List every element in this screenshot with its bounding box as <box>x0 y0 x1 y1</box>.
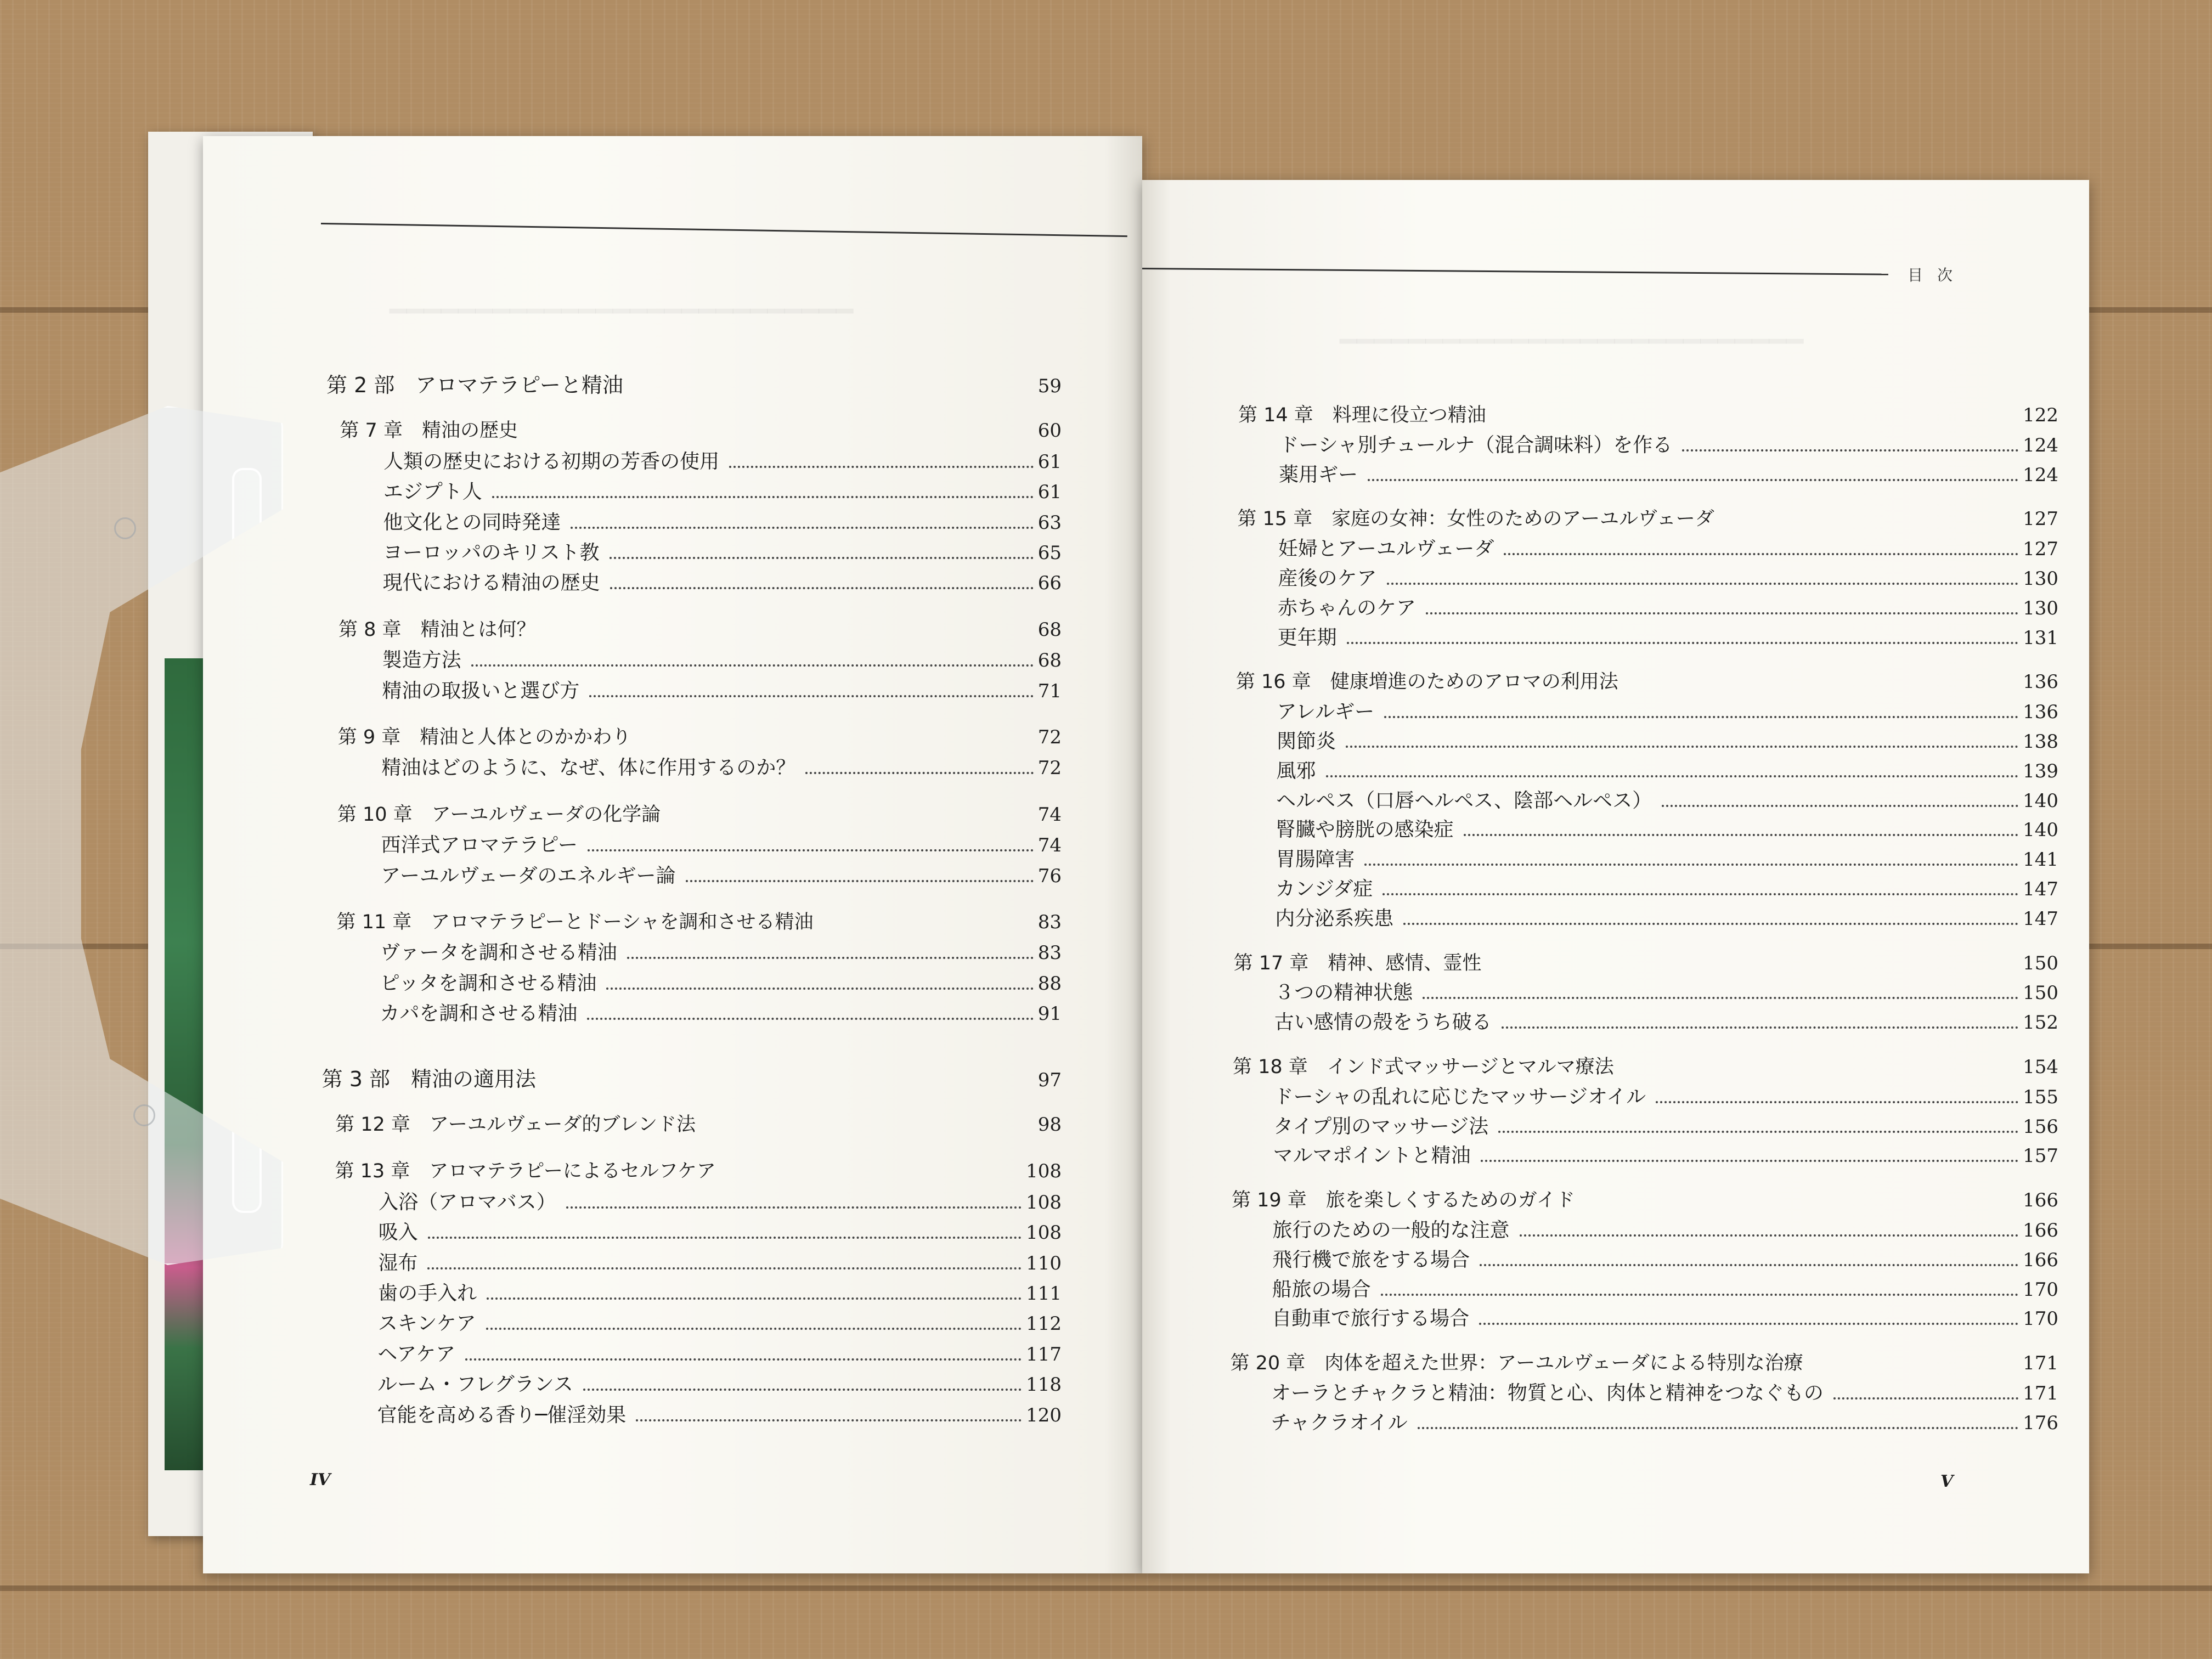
toc-section-title: 製造方法 <box>382 649 461 672</box>
leader-dots <box>1682 449 2018 452</box>
toc-page-number: 130 <box>2023 568 2058 590</box>
leader-dots <box>610 557 1034 559</box>
toc-section-title: 妊婦とアーユルヴェーダ <box>1278 538 1494 561</box>
toc-page-number: 147 <box>2023 878 2058 900</box>
leader-dots <box>1504 553 2018 555</box>
leader-dots <box>1423 997 2018 999</box>
toc-section-row <box>1272 1280 2058 1300</box>
toc-page-number: 110 <box>1026 1252 1062 1274</box>
leader-dots <box>610 587 1034 589</box>
leader-dots <box>571 527 1033 529</box>
toc-section-title: 風邪 <box>1276 759 1316 782</box>
toc-section-row <box>380 1004 1062 1024</box>
toc-section-row <box>383 543 1062 563</box>
leader-dots <box>1381 1294 2018 1296</box>
toc-page-number: 76 <box>1037 865 1062 887</box>
leader-dots <box>428 1237 1022 1239</box>
toc-section-title: マルマポイントと精油 <box>1273 1144 1471 1167</box>
leader-dots <box>1833 1397 2018 1400</box>
toc-section-row <box>1278 539 2058 559</box>
toc-page-number: 171 <box>2023 1383 2058 1404</box>
toc-page-number: 157 <box>2023 1145 2058 1167</box>
leader-dots <box>1502 1026 2018 1029</box>
toc-section-title: 旅行のための一般的な注意 <box>1272 1219 1510 1242</box>
leader-dots <box>583 1389 1022 1391</box>
toc-section-title: ヘルペス（口唇ヘルペス、陰部ヘルペス） <box>1276 789 1652 812</box>
toc-page-number: 166 <box>2023 1189 2058 1212</box>
toc-page-number: 127 <box>2023 508 2058 531</box>
toc-chapter-row <box>1232 1191 2058 1210</box>
toc-chapter-row <box>335 1115 1062 1135</box>
leader-dots <box>627 957 1034 959</box>
toc-chapter-title: 第 15 章 家庭の女神：女性のためのアーユルヴェーダ <box>1237 508 1714 531</box>
toc-section-row <box>381 866 1062 886</box>
toc-section-title: ルーム・フレグランス <box>377 1373 573 1396</box>
toc-page-number: 72 <box>1037 757 1062 780</box>
toc-section-row <box>1279 465 2058 485</box>
toc-section-title: 赤ちゃんのケア <box>1278 596 1417 619</box>
toc-page-number: 127 <box>2023 538 2058 561</box>
toc-chapter-row <box>1234 954 2058 973</box>
toc-section-title: 内分泌系疾患 <box>1275 907 1394 930</box>
toc-page-number: 72 <box>1037 726 1062 748</box>
toc-page-number: 155 <box>2023 1086 2058 1108</box>
toc-section-row <box>377 1342 1062 1365</box>
toc-section-title: 胃腸障害 <box>1276 848 1355 871</box>
toc-chapter-row <box>338 620 1062 640</box>
toc-page-number: 176 <box>2023 1412 2058 1434</box>
leader-dots <box>1418 1427 2018 1429</box>
toc-section-row <box>1276 820 2058 840</box>
toc-page-number: 74 <box>1037 803 1062 826</box>
toc-page-number: 88 <box>1037 972 1062 995</box>
toc-page-number: 59 <box>1037 375 1062 397</box>
toc-section-title: 更年期 <box>1277 626 1337 649</box>
toc-chapter-row <box>337 913 1062 932</box>
toc-part-title: 第 2 部 アロマテラピーと精油 <box>326 373 623 397</box>
leader-dots <box>1662 805 2018 807</box>
toc-page-number: 170 <box>2023 1278 2058 1301</box>
toc-section-row <box>378 1314 1062 1334</box>
toc-page-number: 166 <box>2023 1220 2058 1242</box>
leader-dots <box>427 1267 1022 1269</box>
toc-section-row <box>383 573 1062 593</box>
leader-dots <box>1498 1131 2018 1133</box>
toc-part-row <box>326 375 1062 396</box>
toc-section-title: ヨーロッパのキリスト教 <box>382 541 600 564</box>
toc-page-number: 71 <box>1037 680 1062 702</box>
toc-section-title: 腎臓や膀胱の感染症 <box>1276 819 1454 842</box>
toc-page-number: 130 <box>2023 597 2058 619</box>
toc-section-title: 官能を高める香り─催淫効果 <box>377 1403 627 1426</box>
toc-section-title: ピッタを調和させる精油 <box>380 972 597 995</box>
toc-section-title: 西洋式アロマテラピー <box>381 834 578 857</box>
toc-section-row <box>1278 569 2058 589</box>
leader-dots <box>1464 834 2018 836</box>
toc-part-row <box>321 1066 1062 1091</box>
toc-chapter-title: 第 11 章 アロマテラピーとドーシャを調和させる精油 <box>336 911 814 933</box>
leader-dots <box>1480 1264 2018 1266</box>
leader-dots <box>1481 1160 2018 1162</box>
toc-part-title: 第 3 部 精油の適用法 <box>321 1066 536 1091</box>
leader-dots <box>1383 893 2018 895</box>
toc-page-number: 124 <box>2023 434 2058 456</box>
toc-page-number: 154 <box>2023 1056 2058 1078</box>
toc-section-title: 入浴（アロマバス） <box>379 1190 556 1214</box>
toc-page-number: 147 <box>2023 907 2058 930</box>
toc-page-number: 138 <box>2023 731 2058 753</box>
toc-section-row <box>1276 879 2058 899</box>
floor-plank-seam <box>0 1585 2212 1591</box>
toc-section-row <box>1277 702 2058 722</box>
toc-chapter-row <box>1233 1058 2058 1077</box>
toc-chapter-title: 第 20 章 肉体を超えた世界：アーユルヴェーダによる特別な治療 <box>1230 1352 1803 1375</box>
leader-dots <box>486 1328 1022 1330</box>
toc-section-row <box>1277 761 2058 781</box>
toc-page-number: 171 <box>2023 1352 2058 1375</box>
toc-page-number: 122 <box>2023 404 2058 426</box>
toc-page-number: 108 <box>1026 1222 1062 1244</box>
toc-section-row <box>382 651 1062 670</box>
toc-page-number: 139 <box>2023 760 2058 782</box>
toc-section-title: チャクラオイル <box>1271 1411 1408 1434</box>
toc-chapter-title: 第 16 章 健康増進のためのアロマの利用法 <box>1235 671 1618 693</box>
leader-dots <box>492 496 1034 498</box>
toc-chapter-title: 第 13 章 アロマテラピーによるセルフケア <box>335 1160 716 1183</box>
toc-section-title: ヴァータを調和させる精油 <box>380 941 617 964</box>
leader-dots <box>729 466 1034 468</box>
toc-page-number: 98 <box>1037 1114 1062 1136</box>
leader-dots <box>588 849 1034 851</box>
toc-page-number: 124 <box>2023 464 2058 486</box>
toc-section-title: タイプ別のマッサージ法 <box>1273 1115 1489 1138</box>
toc-section-row <box>1275 909 2058 929</box>
toc-section-row <box>377 1375 1062 1395</box>
toc-section-title: 船旅の場合 <box>1272 1278 1371 1301</box>
leader-dots <box>1364 864 2018 866</box>
toc-section-title: アレルギー <box>1277 701 1375 724</box>
toc-section-title: 現代における精油の歴史 <box>382 572 600 595</box>
toc-chapter-title: 第 10 章 アーユルヴェーダの化学論 <box>337 803 661 826</box>
toc-section-title: ドーシャの乱れに応じたマッサージオイル <box>1273 1085 1646 1108</box>
toc-section-row <box>378 1251 1062 1274</box>
toc-section-row <box>383 482 1062 502</box>
toc-chapter-title: 第 9 章 精油と人体とのかかわり <box>337 726 631 748</box>
toc-section-row <box>380 974 1062 994</box>
toc-section-title: 湿布 <box>378 1251 418 1274</box>
toc-section-title: 古い感情の殻をうち破る <box>1274 1011 1492 1034</box>
toc-section-row <box>1279 433 2058 456</box>
toc-page-number: 74 <box>1037 834 1062 857</box>
toc-section-row <box>1272 1250 2058 1270</box>
toc-page-number: 68 <box>1037 650 1062 672</box>
toc-section-title: エジプト人 <box>383 481 482 504</box>
toc-chapter-row <box>337 805 1062 825</box>
leader-dots <box>587 1018 1033 1020</box>
toc-page-number: 170 <box>2023 1308 2058 1330</box>
toc-section-row <box>1278 628 2058 648</box>
toc-page-number: 61 <box>1037 481 1062 504</box>
toc-chapter-row <box>1236 673 2058 692</box>
toc-section-row <box>1278 596 2058 619</box>
leader-dots <box>1656 1101 2018 1103</box>
toc-page-number: 150 <box>2023 982 2058 1005</box>
toc-page-number: 156 <box>2023 1115 2058 1138</box>
left-page <box>203 136 1142 1573</box>
toc-section-title: 精油はどのように、なぜ、体に作用するのか？ <box>381 757 796 780</box>
toc-section-title: カンジダ症 <box>1275 878 1373 900</box>
toc-section-row <box>1277 732 2058 752</box>
toc-page-number: 65 <box>1037 542 1062 564</box>
toc-section-row <box>383 513 1062 533</box>
toc-page-number: 136 <box>2023 701 2058 724</box>
toc-section-row <box>381 836 1062 855</box>
toc-chapter-title: 第 7 章 精油の歴史 <box>340 420 518 442</box>
toc-page-number: 61 <box>1037 450 1062 473</box>
toc-page-number: 63 <box>1037 511 1062 534</box>
toc-section-row <box>1274 983 2058 1003</box>
clip-hole <box>114 517 136 539</box>
right-page <box>1142 180 2089 1573</box>
toc-page-number: 97 <box>1037 1069 1062 1091</box>
toc-chapter-row <box>335 1162 1062 1181</box>
leader-dots <box>805 772 1033 774</box>
leader-dots <box>1384 716 2018 718</box>
leader-dots <box>1403 923 2018 925</box>
leader-dots <box>1347 642 2018 644</box>
toc-section-title: 他文化との同時発達 <box>383 511 561 534</box>
toc-section-row <box>380 943 1062 963</box>
toc-chapter-title: 第 14 章 料理に役立つ精油 <box>1238 404 1486 426</box>
leader-dots <box>1387 583 2019 585</box>
toc-section-row <box>1276 850 2058 870</box>
leader-dots <box>1326 775 2019 777</box>
leader-dots <box>606 988 1033 990</box>
toc-section-title: スキンケア <box>377 1312 476 1335</box>
toc-page-number: 166 <box>2023 1249 2058 1271</box>
toc-page-number: 152 <box>2023 1012 2058 1034</box>
toc-section-title: ３つの精神状態 <box>1274 981 1413 1005</box>
toc-section-title: アーユルヴェーダのエネルギー論 <box>381 864 676 887</box>
leader-dots <box>465 1358 1022 1361</box>
running-header: 目次 <box>1908 266 1967 284</box>
toc-page-number: 60 <box>1037 420 1062 442</box>
toc-chapter-title: 第 19 章 旅を楽しくするためのガイド <box>1231 1189 1575 1212</box>
toc-section-title: 薬用ギー <box>1279 463 1358 486</box>
leader-dots <box>487 1297 1022 1300</box>
toc-section-row <box>379 1223 1062 1243</box>
header-rule <box>1142 268 1888 275</box>
toc-section-title: 飛行機で旅をする場合 <box>1272 1248 1470 1271</box>
toc-chapter-row <box>1237 510 2058 529</box>
leader-dots <box>1426 612 2018 614</box>
toc-section-row <box>1272 1309 2058 1329</box>
toc-section-title: ヘアケア <box>377 1342 456 1365</box>
toc-page-number: 117 <box>1026 1343 1062 1365</box>
toc-chapter-row <box>340 421 1062 441</box>
toc-section-title: 歯の手入れ <box>378 1282 477 1305</box>
toc-section-row <box>382 681 1062 701</box>
toc-page-number: 141 <box>2023 849 2058 871</box>
toc-section-title: 吸入 <box>378 1221 418 1244</box>
show-through-text: ━━━━━━━━━━━━━━━━━━━━━━━━━━━ <box>390 295 854 328</box>
toc-section-row <box>381 758 1062 778</box>
toc-section-title: 産後のケア <box>1278 567 1377 590</box>
toc-chapter-row <box>338 728 1062 747</box>
toc-page-number: 111 <box>1026 1283 1062 1305</box>
toc-section-row <box>383 452 1062 472</box>
toc-section-title: オーラとチャクラと精油：物質と心、肉体と精神をつなぐもの <box>1271 1382 1824 1404</box>
toc-chapter-title: 第 8 章 精油とは何？ <box>338 618 536 641</box>
leader-dots <box>636 1419 1022 1421</box>
toc-section-row <box>379 1190 1062 1214</box>
toc-section-row <box>1273 1221 2058 1240</box>
toc-section-title: 関節炎 <box>1277 730 1336 753</box>
leader-dots <box>589 695 1033 697</box>
toc-page-number: 66 <box>1037 572 1062 595</box>
toc-page-number: 140 <box>2023 789 2058 812</box>
toc-section-row <box>1276 791 2058 811</box>
toc-page-number: 108 <box>1026 1160 1062 1183</box>
toc-page-number: 83 <box>1037 942 1062 964</box>
toc-page-number: 120 <box>1026 1404 1062 1426</box>
toc-chapter-title: 第 12 章 アーユルヴェーダ的ブレンド法 <box>335 1114 696 1136</box>
show-through-text: ━━━━━━━━━━━━━━━━━━━━━━━━━━━ <box>1340 325 1804 358</box>
leader-dots <box>1346 746 2018 748</box>
toc-page-number: 136 <box>2023 671 2058 693</box>
toc-chapter-row <box>1230 1354 2058 1373</box>
page-number: V <box>1940 1472 1954 1491</box>
leader-dots <box>1520 1234 2019 1237</box>
toc-page-number: 131 <box>2023 627 2058 649</box>
toc-page-number: 118 <box>1026 1374 1062 1396</box>
toc-page-number: 140 <box>2023 819 2058 842</box>
toc-section-row <box>1274 1087 2058 1107</box>
toc-page-number: 150 <box>2023 952 2058 974</box>
toc-section-title: 精油の取扱いと選び方 <box>382 679 580 702</box>
toc-section-title: カパを調和させる精油 <box>380 1002 578 1025</box>
toc-page-number: 91 <box>1037 1003 1062 1025</box>
toc-section-row <box>1273 1117 2058 1137</box>
clip-hole <box>133 1104 155 1126</box>
toc-chapter-row <box>1238 406 2058 425</box>
toc-section-title: 人類の歴史における初期の芳香の使用 <box>383 450 720 473</box>
toc-page-number: 112 <box>1026 1313 1062 1335</box>
toc-page-number: 83 <box>1037 911 1062 933</box>
toc-page-number: 68 <box>1037 618 1062 641</box>
leader-dots <box>566 1206 1022 1209</box>
toc-page-number: 108 <box>1026 1191 1062 1214</box>
toc-chapter-title: 第 17 章 精神、感情、霊性 <box>1233 952 1482 974</box>
header-rule <box>321 223 1127 237</box>
toc-chapter-title: 第 18 章 インド式マッサージとマルマ療法 <box>1233 1056 1614 1078</box>
toc-section-row <box>1274 1013 2058 1032</box>
leader-dots <box>471 664 1034 667</box>
toc-section-title: ドーシャ別チュールナ（混合調味料）を作る <box>1279 433 1673 456</box>
toc-section-title: 自動車で旅行する場合 <box>1272 1307 1470 1330</box>
toc-section-row <box>1271 1413 2058 1433</box>
toc-section-row <box>378 1284 1062 1304</box>
leader-dots <box>1479 1323 2018 1325</box>
leader-dots <box>1368 479 2018 481</box>
leader-dots <box>686 880 1034 882</box>
toc-section-row <box>377 1403 1062 1426</box>
toc-section-row <box>1271 1384 2058 1403</box>
page-number: IV <box>310 1470 331 1489</box>
toc-section-row <box>1273 1146 2058 1166</box>
